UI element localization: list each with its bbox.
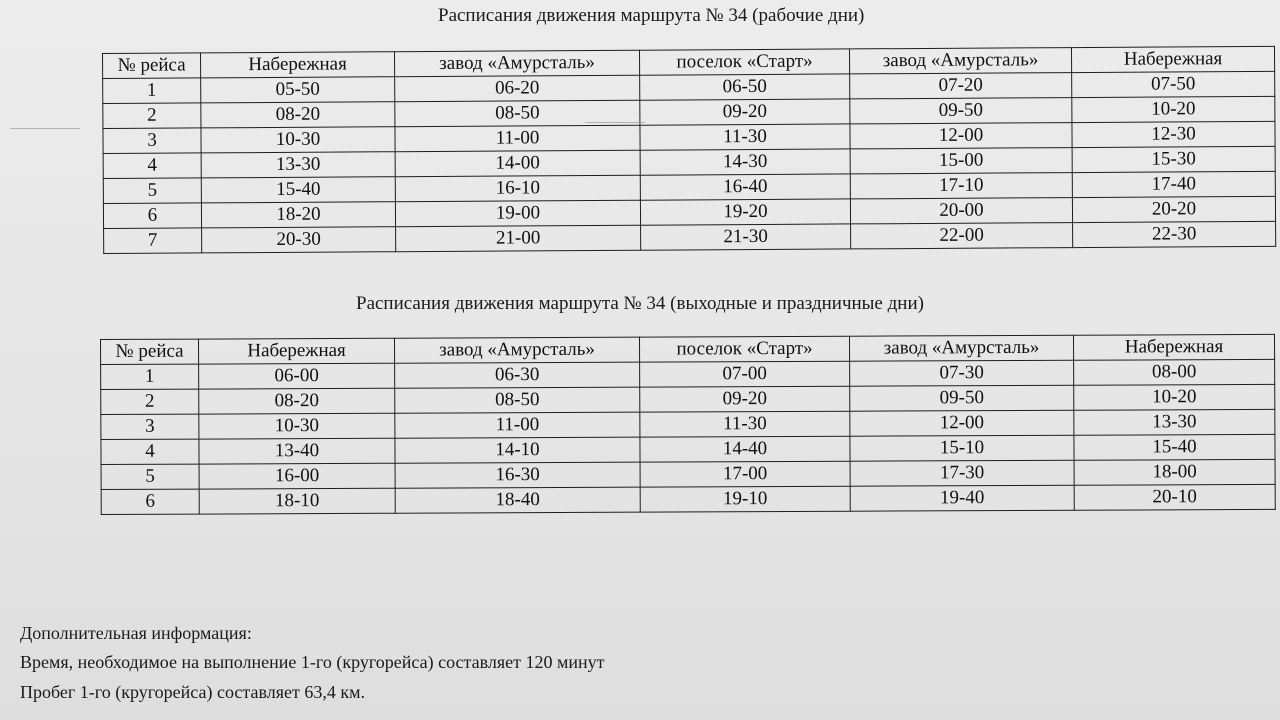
departure-time-cell: 18-20 [201, 202, 395, 228]
departure-time-cell: 15-00 [850, 148, 1072, 174]
column-header: завод «Амурсталь» [394, 337, 639, 363]
weekend-schedule-table [100, 334, 1276, 515]
trip-number-cell: 3 [101, 414, 199, 439]
trip-number-cell: 1 [101, 364, 199, 389]
departure-time-cell: 06-00 [199, 363, 395, 389]
departure-time-cell: 08-00 [1074, 359, 1275, 385]
weekend-schedule-title: Расписания движения маршрута № 34 (выходные и праздничные дни) [356, 293, 924, 314]
trip-number-cell: 3 [103, 128, 201, 154]
departure-time-cell: 16-30 [395, 462, 640, 488]
departure-time-cell: 06-30 [395, 362, 640, 388]
departure-time-cell: 17-30 [850, 460, 1074, 486]
departure-time-cell: 15-10 [850, 435, 1074, 461]
departure-time-cell: 21-00 [396, 225, 641, 251]
departure-time-cell: 11-30 [640, 411, 850, 437]
departure-time-cell: 15-40 [1074, 434, 1275, 460]
column-header: поселок «Старт» [639, 49, 849, 75]
column-header: Набережная [199, 338, 395, 364]
departure-time-cell: 19-20 [640, 199, 850, 225]
departure-time-cell: 10-20 [1074, 384, 1275, 410]
departure-time-cell: 09-20 [640, 99, 850, 125]
departure-time-cell: 17-10 [850, 173, 1072, 199]
round-trip-distance-note: Пробег 1-го (кругорейса) составляет 63,4 км. [20, 682, 365, 702]
scan-artifact [585, 122, 645, 123]
trip-number-cell: 2 [101, 389, 199, 414]
departure-time-cell: 07-00 [640, 361, 850, 387]
column-header: завод «Амурсталь» [849, 335, 1073, 361]
departure-time-cell: 14-40 [640, 436, 850, 462]
column-header: Набережная [201, 52, 395, 78]
departure-time-cell: 11-30 [640, 124, 850, 150]
departure-time-cell: 20-00 [850, 198, 1072, 224]
departure-time-cell: 07-30 [850, 360, 1074, 386]
departure-time-cell: 20-10 [1074, 484, 1275, 510]
departure-time-cell: 08-50 [395, 387, 640, 413]
trip-number-cell: 4 [101, 439, 199, 464]
trip-number-cell: 1 [103, 78, 201, 104]
departure-time-cell: 10-30 [201, 127, 395, 153]
departure-time-cell: 20-30 [202, 227, 396, 253]
departure-time-cell: 06-20 [395, 75, 640, 101]
departure-time-cell: 05-50 [201, 77, 395, 103]
departure-time-cell: 19-00 [395, 200, 640, 226]
table-row [101, 484, 1275, 514]
round-trip-time-note: Время, необходимое на выполнение 1-го (кругорейса) составляет 120 минут [20, 652, 605, 672]
departure-time-cell: 14-30 [640, 149, 850, 175]
departure-time-cell: 14-00 [395, 150, 640, 176]
departure-time-cell: 11-00 [395, 412, 640, 438]
departure-time-cell: 18-10 [199, 488, 395, 514]
trip-number-cell: 5 [101, 464, 199, 489]
departure-time-cell: 12-00 [850, 123, 1072, 149]
trip-number-cell: 2 [103, 103, 201, 129]
departure-time-cell: 13-40 [199, 438, 395, 464]
departure-time-cell: 19-10 [640, 486, 850, 512]
departure-time-cell: 16-10 [395, 175, 640, 201]
departure-time-cell: 17-00 [640, 461, 850, 487]
column-header: поселок «Старт» [639, 336, 849, 362]
departure-time-cell: 18-40 [395, 487, 640, 513]
column-header: № рейса [103, 53, 201, 79]
departure-time-cell: 14-10 [395, 437, 640, 463]
departure-time-cell: 12-30 [1072, 121, 1275, 147]
departure-time-cell: 13-30 [201, 152, 395, 178]
departure-time-cell: 08-20 [201, 102, 395, 128]
trip-number-cell: 6 [101, 489, 199, 514]
departure-time-cell: 10-20 [1072, 96, 1275, 122]
departure-time-cell: 15-40 [201, 177, 395, 203]
departure-time-cell: 16-40 [640, 174, 850, 200]
departure-time-cell: 22-00 [851, 223, 1073, 249]
departure-time-cell: 06-50 [640, 74, 850, 100]
departure-time-cell: 09-50 [850, 98, 1072, 124]
column-header: № рейса [101, 339, 199, 364]
departure-time-cell: 22-30 [1073, 221, 1276, 247]
departure-time-cell: 15-30 [1072, 146, 1275, 172]
additional-info-heading: Дополнительная информация: [20, 623, 252, 643]
trip-number-cell: 7 [104, 228, 202, 254]
departure-time-cell: 17-40 [1072, 171, 1275, 197]
scan-artifact [10, 128, 80, 129]
departure-time-cell: 13-30 [1074, 409, 1275, 435]
column-header: завод «Амурсталь» [394, 50, 639, 76]
column-header: завод «Амурсталь» [849, 48, 1071, 74]
trip-number-cell: 6 [103, 203, 201, 229]
weekday-schedule-title: Расписания движения маршрута № 34 (рабочие дни) [438, 5, 865, 26]
departure-time-cell: 19-40 [850, 485, 1074, 511]
trip-number-cell: 4 [103, 153, 201, 179]
column-header: Набережная [1073, 334, 1274, 360]
departure-time-cell: 11-00 [395, 125, 640, 151]
departure-time-cell: 09-20 [640, 386, 850, 412]
departure-time-cell: 10-30 [199, 413, 395, 439]
departure-time-cell: 21-30 [641, 224, 851, 250]
column-header: Набережная [1071, 46, 1274, 72]
departure-time-cell: 08-50 [395, 100, 640, 126]
departure-time-cell: 16-00 [199, 463, 395, 489]
departure-time-cell: 20-20 [1072, 196, 1275, 222]
trip-number-cell: 5 [103, 178, 201, 204]
departure-time-cell: 18-00 [1074, 459, 1275, 485]
departure-time-cell: 08-20 [199, 388, 395, 414]
departure-time-cell: 12-00 [850, 410, 1074, 436]
weekday-schedule-table [102, 46, 1276, 254]
departure-time-cell: 09-50 [850, 385, 1074, 411]
departure-time-cell: 07-50 [1072, 71, 1275, 97]
departure-time-cell: 07-20 [850, 73, 1072, 99]
